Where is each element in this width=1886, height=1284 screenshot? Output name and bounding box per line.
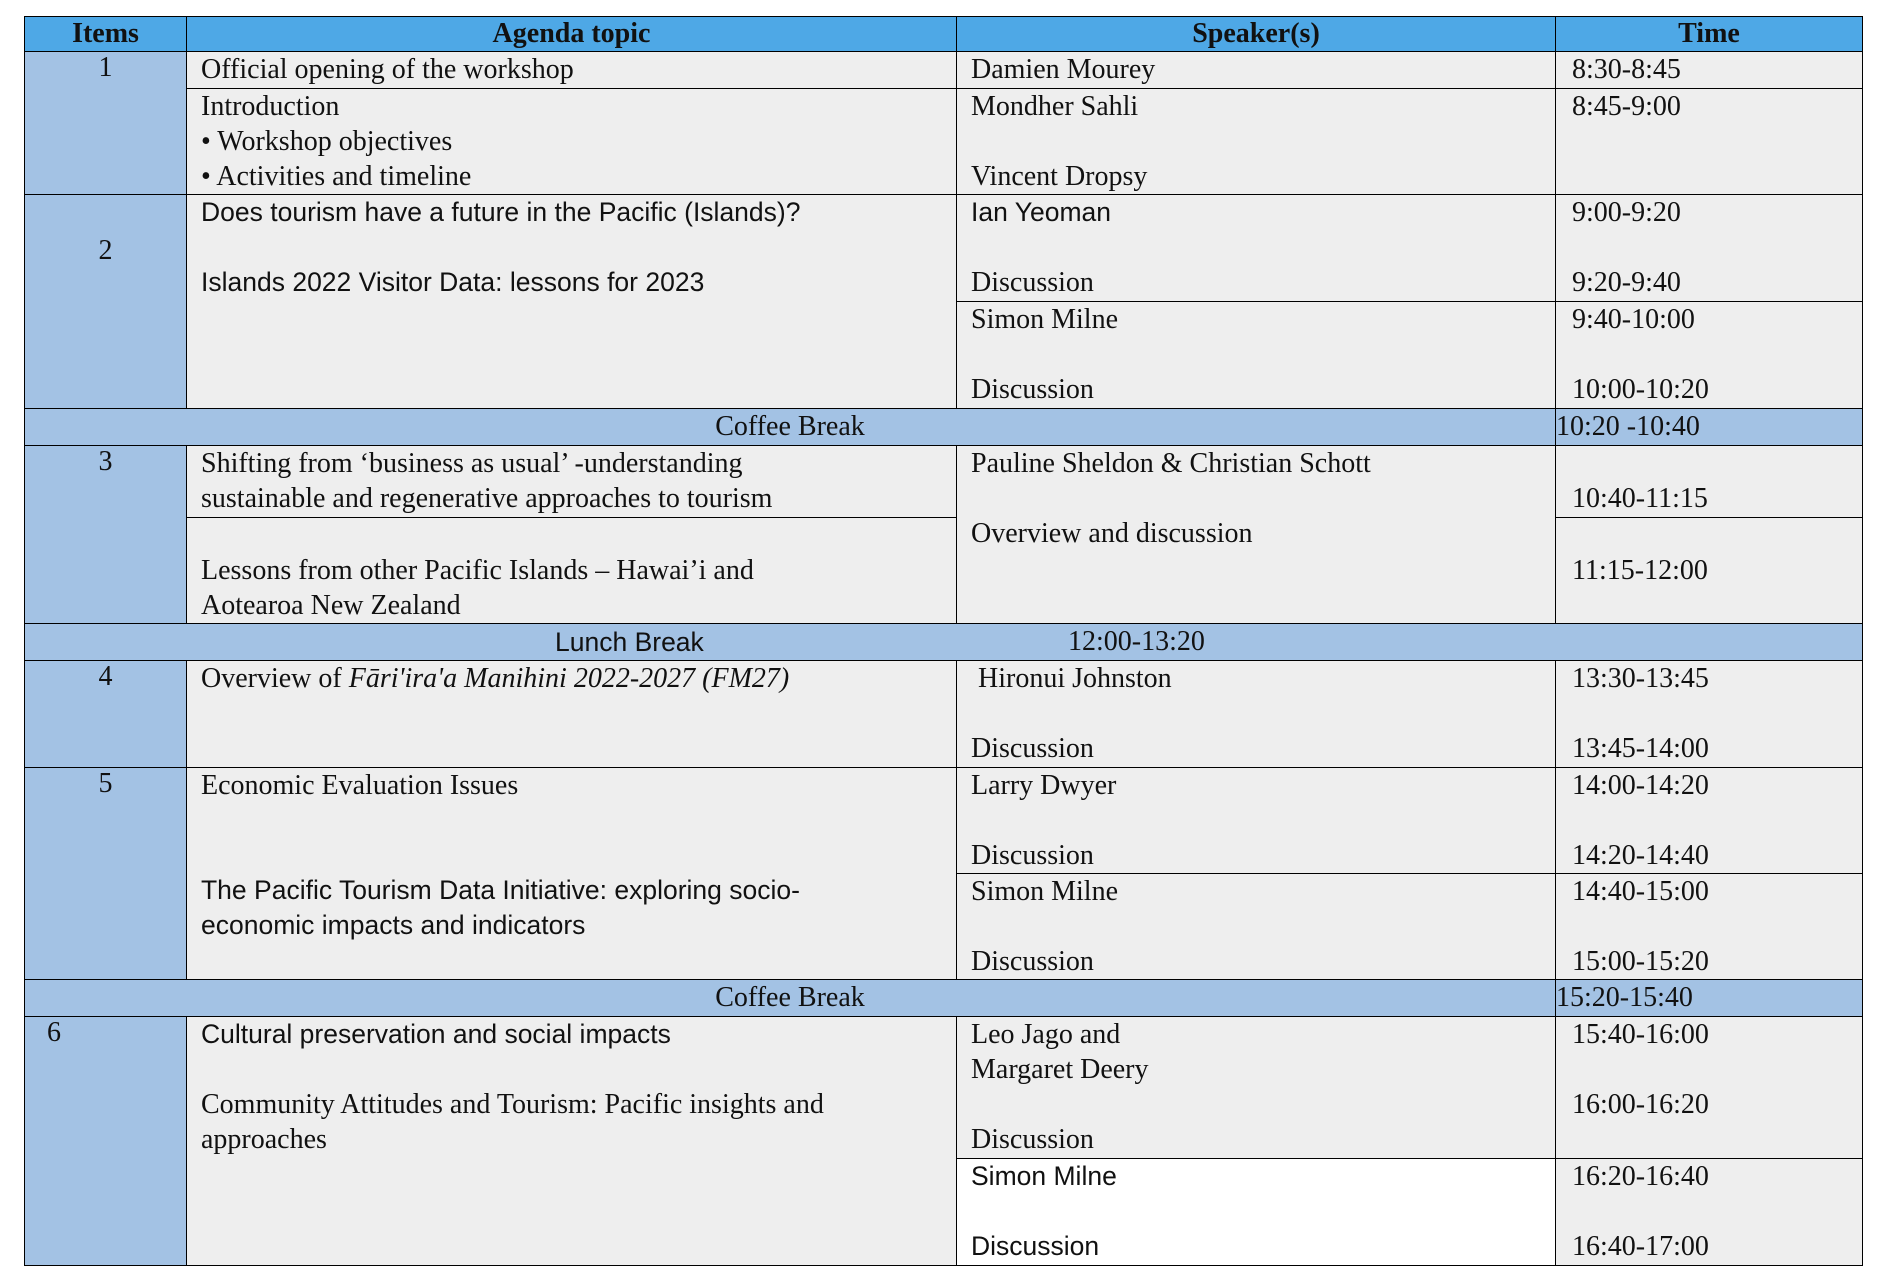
table-row xyxy=(25,518,1863,624)
topic-text: approaches xyxy=(201,1124,327,1155)
lunch-break-label: Lunch Break xyxy=(555,627,704,657)
topic-cell xyxy=(187,661,957,768)
time-text: 11:15-12:00 xyxy=(1572,555,1708,586)
coffee-break-label: Coffee Break xyxy=(25,980,1556,1017)
speaker-cell xyxy=(957,768,1556,874)
time-cell xyxy=(1556,195,1863,302)
speaker-text: Vincent Dropsy xyxy=(971,161,1148,192)
lunch-break-cell xyxy=(25,624,1863,661)
speaker-text: Simon Milne xyxy=(971,1161,1117,1191)
speaker-text: Hironui Johnston xyxy=(971,663,1172,694)
speaker-text: Discussion xyxy=(971,374,1094,405)
table-row xyxy=(25,195,1863,302)
header-speakers: Speaker(s) xyxy=(957,17,1556,52)
time-cell xyxy=(1556,874,1863,980)
time-text: 16:40-17:00 xyxy=(1572,1231,1709,1262)
speaker-text: Discussion xyxy=(971,946,1094,977)
topic-text: The Pacific Tourism Data Initiative: exploring socio- xyxy=(201,875,800,905)
topic-cell xyxy=(187,195,957,409)
topic-text: Lessons from other Pacific Islands – Hawai’i and xyxy=(201,555,754,586)
table-row xyxy=(25,52,1863,89)
item-number-4: 4 xyxy=(25,661,187,768)
time-text: 14:40-15:00 xyxy=(1572,876,1709,907)
table-row xyxy=(25,1017,1863,1159)
speaker-text: Discussion xyxy=(971,840,1094,871)
table-row xyxy=(25,768,1863,874)
time-cell xyxy=(1556,518,1863,624)
time-text: 8:45-9:00 xyxy=(1572,91,1681,122)
speaker-text: Ian Yeoman xyxy=(971,197,1111,227)
coffee-break-time: 10:20 -10:40 xyxy=(1556,409,1863,446)
time-text: 14:20-14:40 xyxy=(1572,840,1709,871)
time-cell xyxy=(1556,1017,1863,1159)
header-items: Items xyxy=(25,17,187,52)
time-text: 16:20-16:40 xyxy=(1572,1161,1709,1192)
table-row xyxy=(25,446,1863,518)
topic-text: Economic Evaluation Issues xyxy=(201,770,519,801)
topic-italic-title: Fāri'ira'a Manihini 2022-2027 (FM27) xyxy=(348,663,790,694)
speaker-cell xyxy=(957,302,1556,409)
item-number-5: 5 xyxy=(25,768,187,980)
time-text: 14:00-14:20 xyxy=(1572,770,1709,801)
topic-cell xyxy=(187,768,957,980)
speaker-cell xyxy=(957,52,1556,89)
time-text: 13:30-13:45 xyxy=(1572,663,1709,694)
time-text: 9:00-9:20 xyxy=(1572,197,1681,228)
time-text: 8:30-8:45 xyxy=(1572,54,1681,85)
item-number-6: 6 xyxy=(25,1017,187,1266)
topic-text: Shifting from ‘business as usual’ -understanding xyxy=(201,448,743,479)
time-cell xyxy=(1556,446,1863,518)
lunch-break-row xyxy=(25,624,1863,661)
topic-text: Islands 2022 Visitor Data: lessons for 2023 xyxy=(201,267,705,297)
speaker-cell xyxy=(957,1017,1556,1159)
speaker-cell xyxy=(957,1159,1556,1266)
speaker-text: Discussion xyxy=(971,1231,1100,1261)
topic-prefix: Overview of xyxy=(201,663,349,694)
time-text: 15:40-16:00 xyxy=(1572,1019,1709,1050)
time-text: 10:40-11:15 xyxy=(1572,483,1708,514)
coffee-break-row xyxy=(25,980,1863,1017)
topic-bullet: • Workshop objectives xyxy=(201,126,453,157)
table-row xyxy=(25,661,1863,768)
speaker-text: Mondher Sahli xyxy=(971,91,1139,122)
time-cell xyxy=(1556,89,1863,195)
speaker-text: Discussion xyxy=(971,267,1094,298)
speaker-cell xyxy=(957,874,1556,980)
time-cell xyxy=(1556,52,1863,89)
speaker-text: Simon Milne xyxy=(971,876,1119,907)
speaker-cell xyxy=(957,195,1556,302)
topic-cell xyxy=(187,89,957,195)
time-text: 13:45-14:00 xyxy=(1572,733,1709,764)
topic-cell xyxy=(187,446,957,518)
time-text: 15:00-15:20 xyxy=(1572,946,1709,977)
topic-bullet: • Activities and timeline xyxy=(201,161,472,192)
agenda-table xyxy=(24,16,1863,1266)
time-text: 9:40-10:00 xyxy=(1572,304,1695,335)
header-agenda-topic: Agenda topic xyxy=(187,17,957,52)
time-text: 9:20-9:40 xyxy=(1572,267,1681,298)
speaker-text: Larry Dwyer xyxy=(971,770,1117,801)
item-number-2: 2 xyxy=(25,195,187,409)
coffee-break-row xyxy=(25,409,1863,446)
speaker-text: Pauline Sheldon & Christian Schott xyxy=(971,448,1371,479)
item-number-1: 1 xyxy=(25,52,187,195)
speaker-text: Margaret Deery xyxy=(971,1054,1149,1085)
time-cell xyxy=(1556,661,1863,768)
speaker-text: Leo Jago and xyxy=(971,1019,1121,1050)
header-row xyxy=(25,17,1863,52)
time-text: 10:00-10:20 xyxy=(1572,374,1709,405)
speaker-text: Discussion xyxy=(971,733,1094,764)
topic-text: economic impacts and indicators xyxy=(201,910,586,940)
topic-text: Cultural preservation and social impacts xyxy=(201,1019,671,1049)
topic-text xyxy=(201,661,946,696)
coffee-break-label: Coffee Break xyxy=(25,409,1556,446)
coffee-break-time: 15:20-15:40 xyxy=(1556,980,1863,1017)
topic-cell xyxy=(187,52,957,89)
topic-text: Introduction xyxy=(201,91,340,122)
table-row xyxy=(25,89,1863,195)
topic-text: Official opening of the workshop xyxy=(201,54,574,85)
speaker-cell xyxy=(957,89,1556,195)
speaker-text: Discussion xyxy=(971,1124,1094,1155)
speaker-cell xyxy=(957,446,1556,624)
speaker-text: Damien Mourey xyxy=(971,54,1156,85)
topic-cell xyxy=(187,1017,957,1266)
time-cell xyxy=(1556,768,1863,874)
time-cell xyxy=(1556,302,1863,409)
topic-text: Does tourism have a future in the Pacific (Islands)? xyxy=(201,197,801,227)
topic-cell xyxy=(187,518,957,624)
time-cell xyxy=(1556,1159,1863,1266)
lunch-break-time: 12:00-13:20 xyxy=(1068,626,1205,657)
topic-text: sustainable and regenerative approaches to tourism xyxy=(201,483,773,514)
speaker-text: Overview and discussion xyxy=(971,518,1253,549)
speaker-cell xyxy=(957,661,1556,768)
speaker-text: Simon Milne xyxy=(971,304,1119,335)
topic-text: Community Attitudes and Tourism: Pacific insights and xyxy=(201,1089,824,1120)
header-time: Time xyxy=(1556,17,1863,52)
item-number-3: 3 xyxy=(25,446,187,624)
topic-text: Aotearoa New Zealand xyxy=(201,590,461,621)
time-text: 16:00-16:20 xyxy=(1572,1089,1709,1120)
